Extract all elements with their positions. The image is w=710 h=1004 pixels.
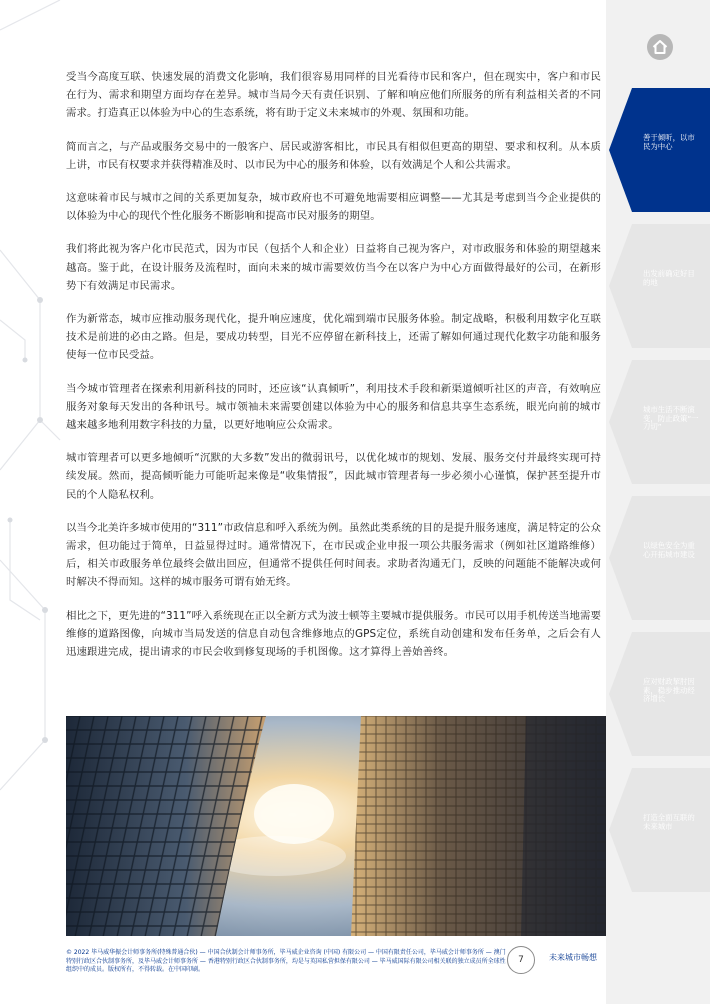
publication-title: 未来城市畅想 bbox=[549, 953, 597, 962]
home-button[interactable] bbox=[647, 34, 673, 60]
paragraph: 我们将此视为客户化市民范式，因为市民（包括个人和企业）日益将自己视为客户，对市政服务和体验的期望越来越高。鉴于此，在设计服务及流程时，面向未来的城市需要效仿当今在以客户为中心方面做得最好的公司，在新形势下有效满足市民需求。 bbox=[66, 243, 601, 292]
skyscraper-photo bbox=[66, 716, 606, 936]
sidebar-item-2[interactable] bbox=[609, 224, 710, 348]
sidebar-item-label: 出发前确定好目的地 bbox=[643, 269, 695, 287]
paragraph: 作为新常态，城市应推动服务现代化，提升响应速度，优化端到端市民服务体验。制定战略，积极利用数字化互联技术是前进的必由之路。但是，要成功转型，目光不应停留在新科技上，还需了解如何通过现代化数字功能和服务使每一位市民受益。 bbox=[66, 313, 601, 362]
paragraph: 受当今高度互联、快速发展的消费文化影响，我们很容易用同样的目光看待市民和客户，但在现实中，客户和市民在行为、需求和期望方面均存在差异。城市当局今天有责任识别、了解和响应他们所服务的所有利益相关者的不同需求。打造真正以体验为中心的生态系统，将有助于定义未来城市的外观、氛围和功能。 bbox=[66, 71, 601, 120]
chapter-sidebar bbox=[606, 0, 710, 1004]
sidebar-item-label: 应对财政挈肘因素，稳步推动经济增长 bbox=[643, 677, 695, 704]
legal-footer: © 2022 毕马威华振会计师事务所(特殊普通合伙) — 中国合伙制会计师事务所，毕马威企业咨询 (中国) 有限公司 — 中国有限责任公司，毕马威会计师事务所 — 澳门特别行政区合伙制事务所，及毕马威会计师事务所 — 香港特别行政区合伙制事务所，均是与英国私营担保有限公司 — 毕马威国际有限公司相关联的独立成员所全球性组织中的成员。版权所有，不得转载。在中国印刷。 bbox=[66, 949, 506, 973]
paragraph: 相比之下，更先进的“311”呼入系统现在正以全新方式为波士顿等主要城市提供服务。市民可以用手机传送当地需要维修的道路图像，向城市当局发送的信息自动包含维修地点的GPS定位，系统自动创建和发布任务单，之后会有人迅速跟进完成，提出请求的市民会收到修复现场的手机图像。这才算得上善始善终。 bbox=[66, 609, 601, 659]
paragraph: 当今城市管理者在探索利用新科技的同时，还应该“认真倾听”，利用技术手段和新渠道倾听社区的声音，有效响应服务对象每天发出的各种讯号。城市领袖未来需要创建以体验为中心的服务和信息共享生态系统，眼光向前的城市越来越多地利用数字科技的力量，以更好地响应公众需求。 bbox=[66, 382, 601, 432]
home-icon bbox=[647, 34, 673, 60]
sidebar-item-4[interactable] bbox=[609, 496, 710, 620]
sidebar-item-6[interactable] bbox=[609, 768, 710, 892]
sidebar-item-label: 以绿色安全为重心开拓城市建设 bbox=[643, 541, 695, 559]
sidebar-item-label: 打造全面互联的未来城市 bbox=[643, 813, 695, 831]
paragraph: 这意味着市民与城市之间的关系更加复杂，城市政府也不可避免地需要相应调整——尤其是考虑到当今企业提供的以体验为中心的现代个性化服务不断影响和提高市民对服务的期望。 bbox=[66, 192, 601, 223]
paragraph: 简而言之，与产品或服务交易中的一般客户、居民或游客相比，市民具有相似但更高的期望、要求和权利。从本质上讲，市民有权要求并获得精准及时、以市民为中心的服务和体验，以有效满足个人和公共需求。 bbox=[66, 140, 601, 171]
article-body bbox=[66, 68, 601, 676]
sidebar-item-label: 善于倾听，以市民为中心 bbox=[643, 133, 695, 151]
page-number: 7 bbox=[507, 946, 535, 974]
paragraph: 以当今北美许多城市使用的“311”市政信息和呼入系统为例。虽然此类系统的目的是提升服务速度，满足特定的公众需求，但功能过于简单，日益显得过时。通常情况下，在市民或企业申报一项公共服务需求（例如社区道路维修）后，相关市政服务单位最终会做出回应，但通常不提供任何时间表。求助者沟通无门，反映的问题能不能解决或何时解决不得而知。这样的城市服务可谓有始无终。 bbox=[66, 521, 601, 589]
paragraph: 城市管理者可以更多地倾听“沉默的大多数”发出的微弱讯号，以优化城市的规划、发展、服务交付并最终实现可持续发展。然而，提高倾听能力可能听起来像是“收集情报”，因此城市管理者每一步必须小心谨慎，保护甚至提升市民的个人隐私权利。 bbox=[66, 452, 601, 501]
sidebar-item-1[interactable] bbox=[609, 88, 710, 212]
sidebar-item-3[interactable] bbox=[609, 360, 710, 484]
sidebar-item-label: 城市生活不断演变，防止政策“一刀切” bbox=[643, 405, 699, 432]
sidebar-item-5[interactable] bbox=[609, 632, 710, 756]
